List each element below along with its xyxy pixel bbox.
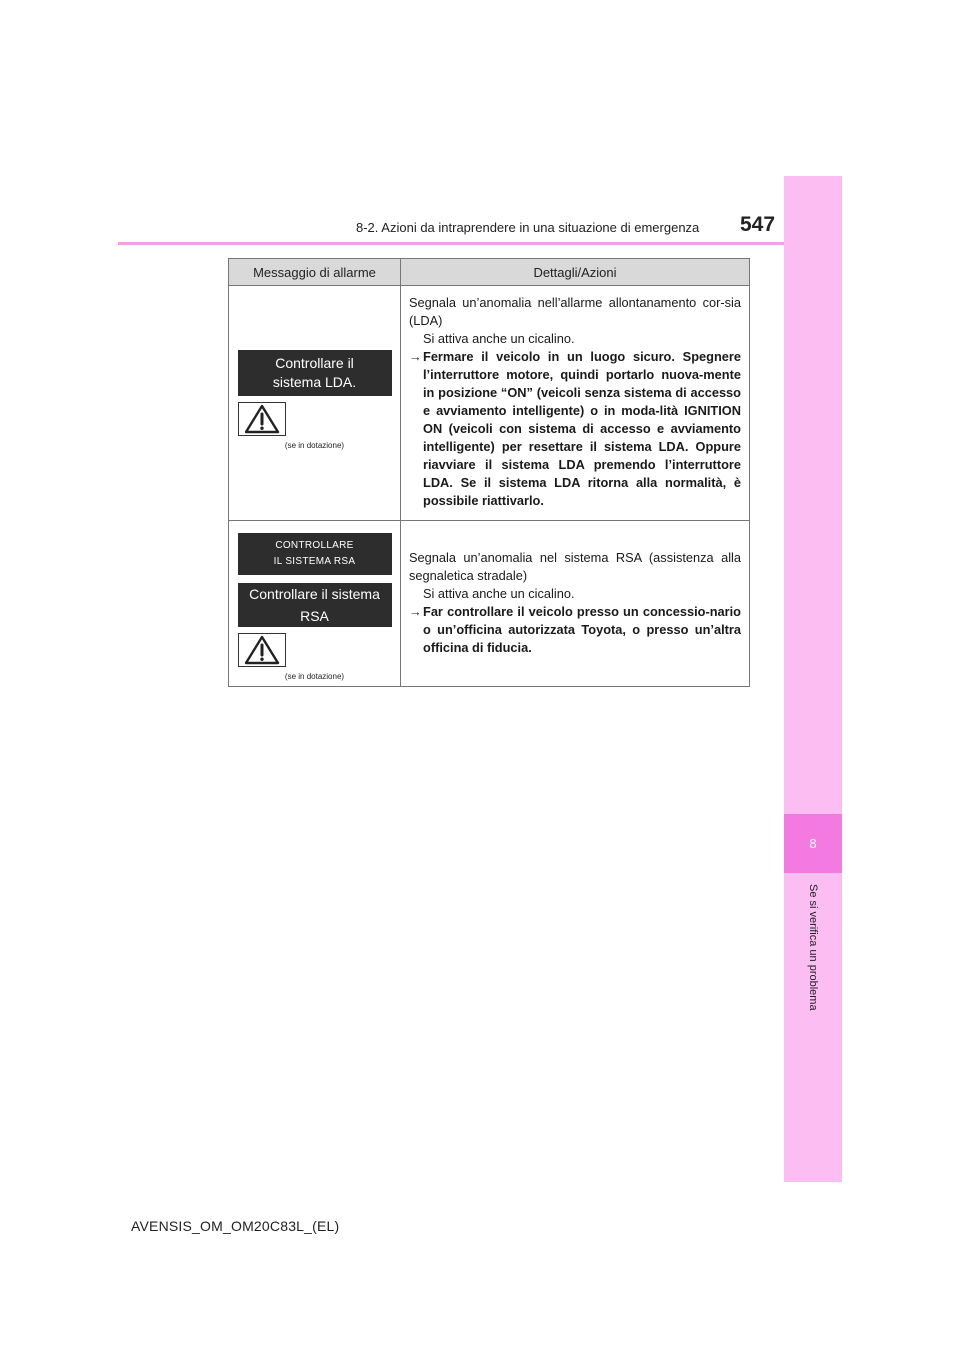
side-tab xyxy=(784,176,842,1182)
message-cell xyxy=(229,521,401,687)
rsa-warning-badge-caps xyxy=(238,533,392,575)
details-cell xyxy=(401,286,750,521)
column-header-message: Messaggio di allarme xyxy=(229,259,401,286)
page-number: 547 xyxy=(740,213,776,236)
side-tab-label xyxy=(801,884,825,1124)
rsa-warning-badge xyxy=(238,583,392,627)
header-rule xyxy=(118,242,841,245)
detail-sub: Si attiva anche un cicalino. xyxy=(423,331,575,346)
arrow-icon: → xyxy=(409,604,422,619)
arrow-icon: → xyxy=(409,349,422,364)
side-tab-label-text: Se si verifica un problema xyxy=(807,884,819,1011)
column-header-details: Dettagli/Azioni xyxy=(401,259,750,286)
document-code: AVENSIS_OM_OM20C83L_(EL) xyxy=(131,1218,340,1234)
table-header-row xyxy=(229,259,750,286)
detail-action xyxy=(409,348,741,510)
badge-line: Controllare il sistema RSA xyxy=(249,586,380,624)
side-tab-chapter: 8 xyxy=(784,814,842,873)
warning-triangle-icon xyxy=(239,634,285,666)
header-title: 8-2. Azioni da intraprendere in una situazione di emergenza xyxy=(356,220,700,235)
detail-action xyxy=(409,603,741,657)
badge-line: CONTROLLARE xyxy=(275,540,354,551)
detail-sub: Si attiva anche un cicalino. xyxy=(423,586,575,601)
detail-intro: Segnala un’anomalia nell’allarme allontanamento cor-sia (LDA) xyxy=(409,295,741,328)
detail-action-text: Fermare il veicolo in un luogo sicuro. Spegnere l’interruttore motore, quindi portarlo nuova-mente in posizione “ON” (veicoli senza sistema di accesso e avviamento intelligente) o in moda-lità IGNITION ON (veicoli con sistema di accesso e avviamento intelligente) per resettare il sistema LDA. Oppure riavviare il sistema LDA premendo l’interruttore LDA. Se il sistema LDA ritorna alla normalità, è possibile riattivarlo. xyxy=(423,349,741,508)
warning-triangle-icon xyxy=(239,403,285,435)
table-row xyxy=(229,286,750,521)
detail-intro: Segnala un’anomalia nel sistema RSA (assistenza alla segnaletica stradale) xyxy=(409,550,741,583)
badge-line: Controllare il xyxy=(275,355,354,371)
warning-message-table xyxy=(228,258,750,687)
warning-triangle-box xyxy=(238,633,286,667)
table-row xyxy=(229,521,750,687)
availability-note: (se in dotazione) xyxy=(284,441,345,450)
details-cell xyxy=(401,521,750,687)
message-cell xyxy=(229,286,401,521)
lda-warning-badge xyxy=(238,350,392,396)
availability-note: (se in dotazione) xyxy=(284,672,345,681)
detail-action-text: Far controllare il veicolo presso un concessio-nario o un’officina autorizzata Toyota, o presso un’altra officina di fiducia. xyxy=(423,604,741,655)
badge-line: sistema LDA. xyxy=(272,374,357,390)
warning-triangle-box xyxy=(238,402,286,436)
badge-line: IL SISTEMA RSA xyxy=(273,556,356,567)
